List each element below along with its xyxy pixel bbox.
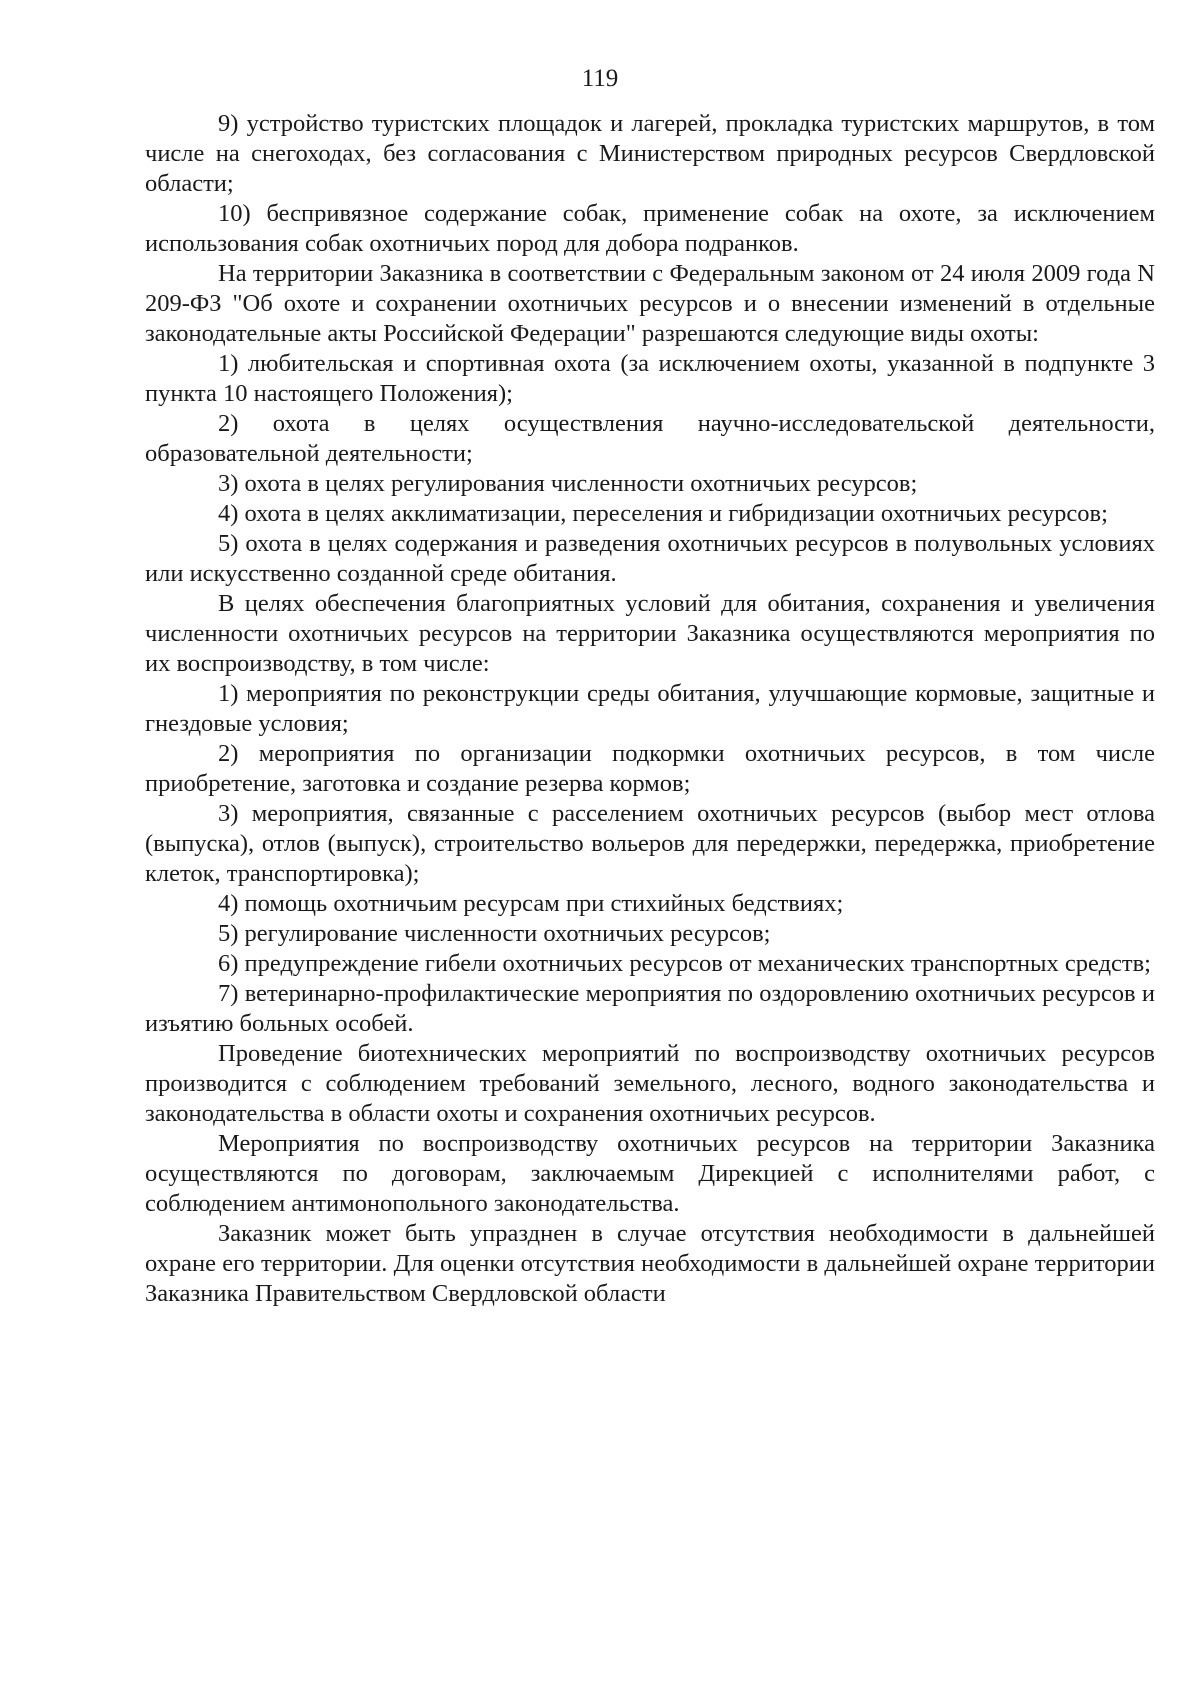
paragraph-hunting-types-intro: На территории Заказника в соответствии с Федеральным законом от 24 июля 2009 года N 209-ФЗ "Об охоте и сохранении охотничьих ресурсов и о внесении изменений в отдельные законодательные акты Российской Федерации" разрешаются следующие виды охоты: [145, 260, 1155, 347]
paragraph-item-10: 10) беспривязное содержание собак, применение собак на охоте, за исключением использования собак охотничьих пород для добора подранков. [145, 200, 1155, 257]
page-number: 119 [581, 65, 619, 92]
paragraph-measure-3: 3) мероприятия, связанные с расселением охотничьих ресурсов (выбор мест отлова (выпуска), отлов (выпуск), строительство вольеров для передержки, передержка, приобретение клеток, транспортировка); [145, 800, 1155, 887]
paragraph-hunting-type-2: 2) охота в целях осуществления научно-исследовательской деятельности, образовательной деятельности; [145, 410, 1155, 467]
paragraph-hunting-type-1: 1) любительская и спортивная охота (за исключением охоты, указанной в подпункте 3 пункта 10 настоящего Положения); [145, 350, 1155, 407]
paragraph-reproduction-intro: В целях обеспечения благоприятных условий для обитания, сохранения и увеличения численности охотничьих ресурсов на территории Заказника осуществляются мероприятия по их воспроизводству, в том числе: [145, 590, 1155, 677]
paragraph-contracts: Мероприятия по воспроизводству охотничьих ресурсов на территории Заказника осуществляются по договорам, заключаемым Дирекцией с исполнителями работ, с соблюдением антимонопольного законодательства. [145, 1130, 1155, 1217]
paragraph-measure-2: 2) мероприятия по организации подкормки охотничьих ресурсов, в том числе приобретение, заготовка и создание резерва кормов; [145, 740, 1155, 797]
paragraph-biotechnical: Проведение биотехнических мероприятий по воспроизводству охотничьих ресурсов производится с соблюдением требований земельного, лесного, водного законодательства и законодательства в области охоты и сохранения охотничьих ресурсов. [145, 1040, 1155, 1127]
paragraph-measure-6: 6) предупреждение гибели охотничьих ресурсов от механических транспортных средств; [218, 950, 1151, 977]
paragraph-measure-1: 1) мероприятия по реконструкции среды обитания, улучшающие кормовые, защитные и гнездовые условия; [145, 680, 1155, 737]
paragraph-item-9: 9) устройство туристских площадок и лагерей, прокладка туристских маршрутов, в том числе на снегоходах, без согласования с Министерством природных ресурсов Свердловской области; [145, 110, 1155, 197]
paragraph-measure-5: 5) регулирование численности охотничьих ресурсов; [218, 920, 771, 947]
document-body [145, 109, 1155, 1309]
paragraph-abolition: Заказник может быть упразднен в случае отсутствия необходимости в дальнейшей охране его территории. Для оценки отсутствия необходимости в дальнейшей охране территории Заказника Правительством Свердловской области [145, 1220, 1155, 1307]
paragraph-hunting-type-4: 4) охота в целях акклиматизации, переселения и гибридизации охотничьих ресурсов; [218, 500, 1108, 527]
paragraph-measure-4: 4) помощь охотничьим ресурсам при стихийных бедствиях; [218, 890, 844, 917]
paragraph-hunting-type-5: 5) охота в целях содержания и разведения охотничьих ресурсов в полувольных условиях или искусственно созданной среде обитания. [145, 530, 1155, 587]
paragraph-hunting-type-3: 3) охота в целях регулирования численности охотничьих ресурсов; [218, 470, 918, 497]
paragraph-measure-7: 7) ветеринарно-профилактические мероприятия по оздоровлению охотничьих ресурсов и изъятию больных особей. [145, 980, 1155, 1037]
